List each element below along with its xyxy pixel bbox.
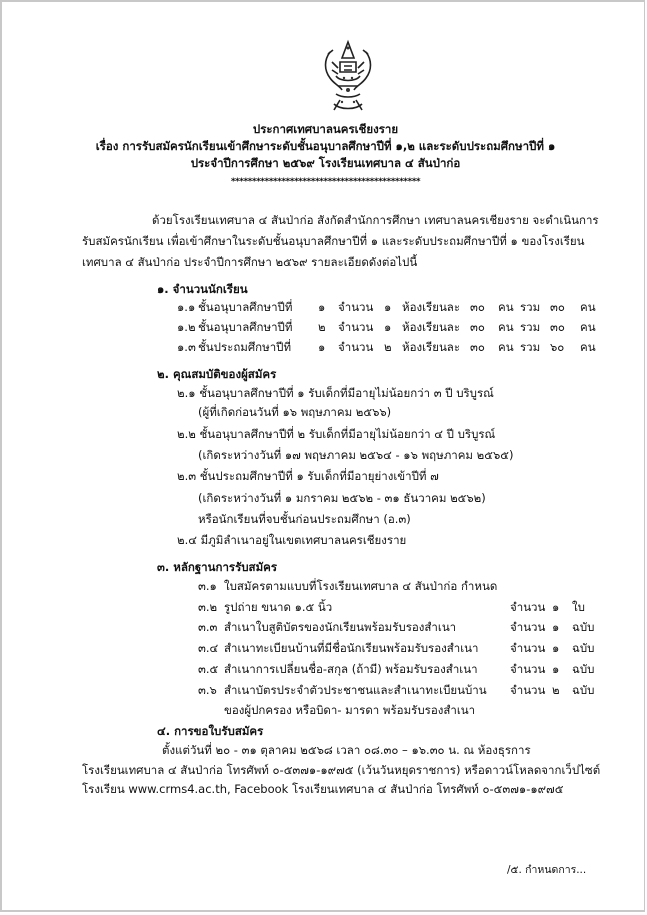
per-room-label: ห้องเรียนละ [402, 340, 461, 354]
qualification-2-2-note: (เกิดระหว่างวันที่ ๑๗ พฤษภาคม ๒๕๖๔ - ๑๖ พฤษภาคม ๒๕๖๕) [198, 448, 514, 462]
section-3-title: ๓. หลักฐานการรับสมัคร [157, 560, 278, 574]
item-number: ๓.๔ [198, 641, 219, 655]
announcement-subject: เรื่อง การรับสมัครนักเรียนเข้าศึกษาระดับชั้นอนุบาลศึกษาปีที่ ๑,๒ และระดับประถมศึกษาปีที่ ๑ [95, 139, 556, 153]
qualification-2-2: ๒.๒ ชั้นอนุบาลศึกษาปีที่ ๒ รับเด็กที่มีอายุไม่น้อยกว่า ๔ ปี บริบูรณ์ [177, 427, 496, 441]
qty-value: ๑ [552, 600, 560, 614]
qty-value: ๑ [552, 620, 560, 634]
qualification-2-3-note: (เกิดระหว่างวันที่ ๑ มกราคม ๒๕๖๒ - ๓๑ ธันวาคม ๒๕๖๒) [198, 491, 486, 505]
students-per-room: ๓๐ [470, 300, 485, 314]
grade-level: ชั้นประถมศึกษาปีที่ [198, 340, 292, 354]
grade-year: ๑ [318, 300, 326, 314]
unit-label: คน [498, 300, 514, 314]
total-label: รวม [520, 300, 541, 314]
item-number: ๓.๖ [198, 683, 217, 697]
intro-line-2: รับสมัครนักเรียน เพื่อเข้าศึกษาในระดับชั้นอนุบาลศึกษาปีที่ ๑ และระดับประถมศึกษาปีที่ ๑ ของโรงเรียน [82, 234, 585, 248]
qty-label: จำนวน [510, 620, 546, 634]
qty-label: จำนวน [510, 683, 546, 697]
qty-unit: ฉบับ [572, 662, 595, 676]
students-per-room: ๓๐ [470, 320, 485, 334]
item-text: รูปถ่าย ขนาด ๑.๕ นิ้ว [224, 600, 333, 614]
unit-label: คน [498, 320, 514, 334]
grade-year: ๒ [318, 320, 326, 334]
section-1-title: ๑. จำนวนนักเรียน [157, 282, 248, 296]
room-count: ๑ [384, 320, 392, 334]
total-label: รวม [520, 340, 541, 354]
application-period: ตั้งแต่วันที่ ๒๐ - ๓๑ ตุลาคม ๒๕๖๘ เวลา ๐๘.๓๐ – ๑๖.๓๐ น. ณ ห้องธุรการ [162, 743, 531, 757]
per-room-label: ห้องเรียนละ [402, 320, 461, 334]
count-label: จำนวน [338, 300, 374, 314]
grade-level: ชั้นอนุบาลศึกษาปีที่ [198, 300, 293, 314]
item-3-6-continuation: ของผู้ปกครอง หรือบิดา- มารดา พร้อมรับรองสำเนา [224, 703, 476, 717]
qty-label: จำนวน [510, 600, 546, 614]
students-per-room: ๓๐ [470, 340, 485, 354]
grade-level: ชั้นอนุบาลศึกษาปีที่ [198, 320, 293, 334]
item-text: สำเนาทะเบียนบ้านที่มีชื่อนักเรียนพร้อมรับรองสำเนา [224, 641, 479, 655]
garuda-emblem-icon [320, 32, 376, 114]
intro-line-3: เทศบาล ๔ สันป่าก่อ ประจำปีการศึกษา ๒๕๖๙ รายละเอียดดังต่อไปนี้ [82, 255, 418, 269]
qty-unit: ฉบับ [572, 683, 595, 697]
qty-unit: ใบ [572, 600, 585, 614]
qty-value: ๑ [552, 641, 560, 655]
count-label: จำนวน [338, 320, 374, 334]
row-number: ๑.๑ [177, 300, 196, 314]
unit-label: คน [580, 340, 596, 354]
qualification-2-1-note: (ผู้ที่เกิดก่อนวันที่ ๑๖ พฤษภาคม ๒๕๖๖) [198, 405, 392, 419]
item-text: ใบสมัครตามแบบที่โรงเรียนเทศบาล ๔ สันป่าก่อ กำหนด [224, 579, 498, 593]
item-text: สำเนาการเปลี่ยนชื่อ-สกุล (ถ้ามี) พร้อมรับรองสำเนา [224, 662, 478, 676]
unit-label: คน [580, 300, 596, 314]
header-divider: ********************************************* [230, 177, 421, 187]
item-text: สำเนาบัตรประจำตัวประชาชนและสำเนาทะเบียนบ้าน [224, 683, 487, 697]
item-number: ๓.๑ [198, 579, 217, 593]
section-2-title: ๒. คุณสมบัติของผู้สมัคร [157, 367, 277, 381]
item-number: ๓.๕ [198, 662, 219, 676]
section-4-title: ๔. การขอใบรับสมัคร [157, 724, 264, 738]
total-label: รวม [520, 320, 541, 334]
qty-value: ๒ [552, 683, 560, 697]
row-number: ๑.๓ [177, 340, 196, 354]
qty-unit: ฉบับ [572, 620, 595, 634]
item-number: ๓.๒ [198, 600, 218, 614]
qualification-2-1: ๒.๑ ชั้นอนุบาลศึกษาปีที่ ๑ รับเด็กที่มีอายุไม่น้อยกว่า ๓ ปี บริบูรณ์ [177, 386, 494, 400]
room-count: ๒ [384, 340, 392, 354]
application-website: โรงเรียน www.crms4.ac.th, Facebook โรงเรียนเทศบาล ๔ สันป่าก่อ โทรศัพท์ ๐-๕๓๗๑-๑๙๗๕ [82, 782, 564, 796]
unit-label: คน [580, 320, 596, 334]
announcement-title: ประกาศเทศบาลนครเชียงราย [252, 122, 399, 136]
page-continuation: /๕. กำหนดการ... [507, 864, 587, 876]
qualification-2-3-alt: หรือนักเรียนที่จบชั้นก่อนประถมศึกษา (อ.๓) [198, 512, 411, 526]
qty-label: จำนวน [510, 641, 546, 655]
item-number: ๓.๓ [198, 620, 218, 634]
application-contact: โรงเรียนเทศบาล ๔ สันป่าก่อ โทรศัพท์ ๐-๕๓๗๑-๑๙๗๕ (เว้นวันหยุดราชการ) หรือดาวน์โหลดจากเว็ปไซต์ [82, 763, 601, 777]
count-label: จำนวน [338, 340, 374, 354]
total-students: ๓๐ [550, 320, 565, 334]
item-text: สำเนาใบสูติบัตรของนักเรียนพร้อมรับรองสำเนา [224, 620, 457, 634]
intro-line-1: ด้วยโรงเรียนเทศบาล ๔ สันป่าก่อ สังกัดสำนักการศึกษา เทศบาลนครเชียงราย จะดำเนินการ [152, 213, 599, 227]
per-room-label: ห้องเรียนละ [402, 300, 461, 314]
total-students: ๖๐ [550, 340, 565, 354]
announcement-year-school: ประจำปีการศึกษา ๒๕๖๙ โรงเรียนเทศบาล ๔ สันป่าก่อ [190, 156, 461, 170]
qualification-2-3: ๒.๓ ชั้นประถมศึกษาปีที่ ๑ รับเด็กที่มีอายุย่างเข้าปีที่ ๗ [177, 469, 439, 483]
qty-value: ๑ [552, 662, 560, 676]
unit-label: คน [498, 340, 514, 354]
grade-year: ๑ [318, 340, 326, 354]
total-students: ๓๐ [550, 300, 565, 314]
row-number: ๑.๒ [177, 320, 196, 334]
qty-unit: ฉบับ [572, 641, 595, 655]
qualification-2-4: ๒.๔ มีภูมิลำเนาอยู่ในเขตเทศบาลนครเชียงราย [177, 533, 407, 547]
room-count: ๑ [384, 300, 392, 314]
qty-label: จำนวน [510, 662, 546, 676]
